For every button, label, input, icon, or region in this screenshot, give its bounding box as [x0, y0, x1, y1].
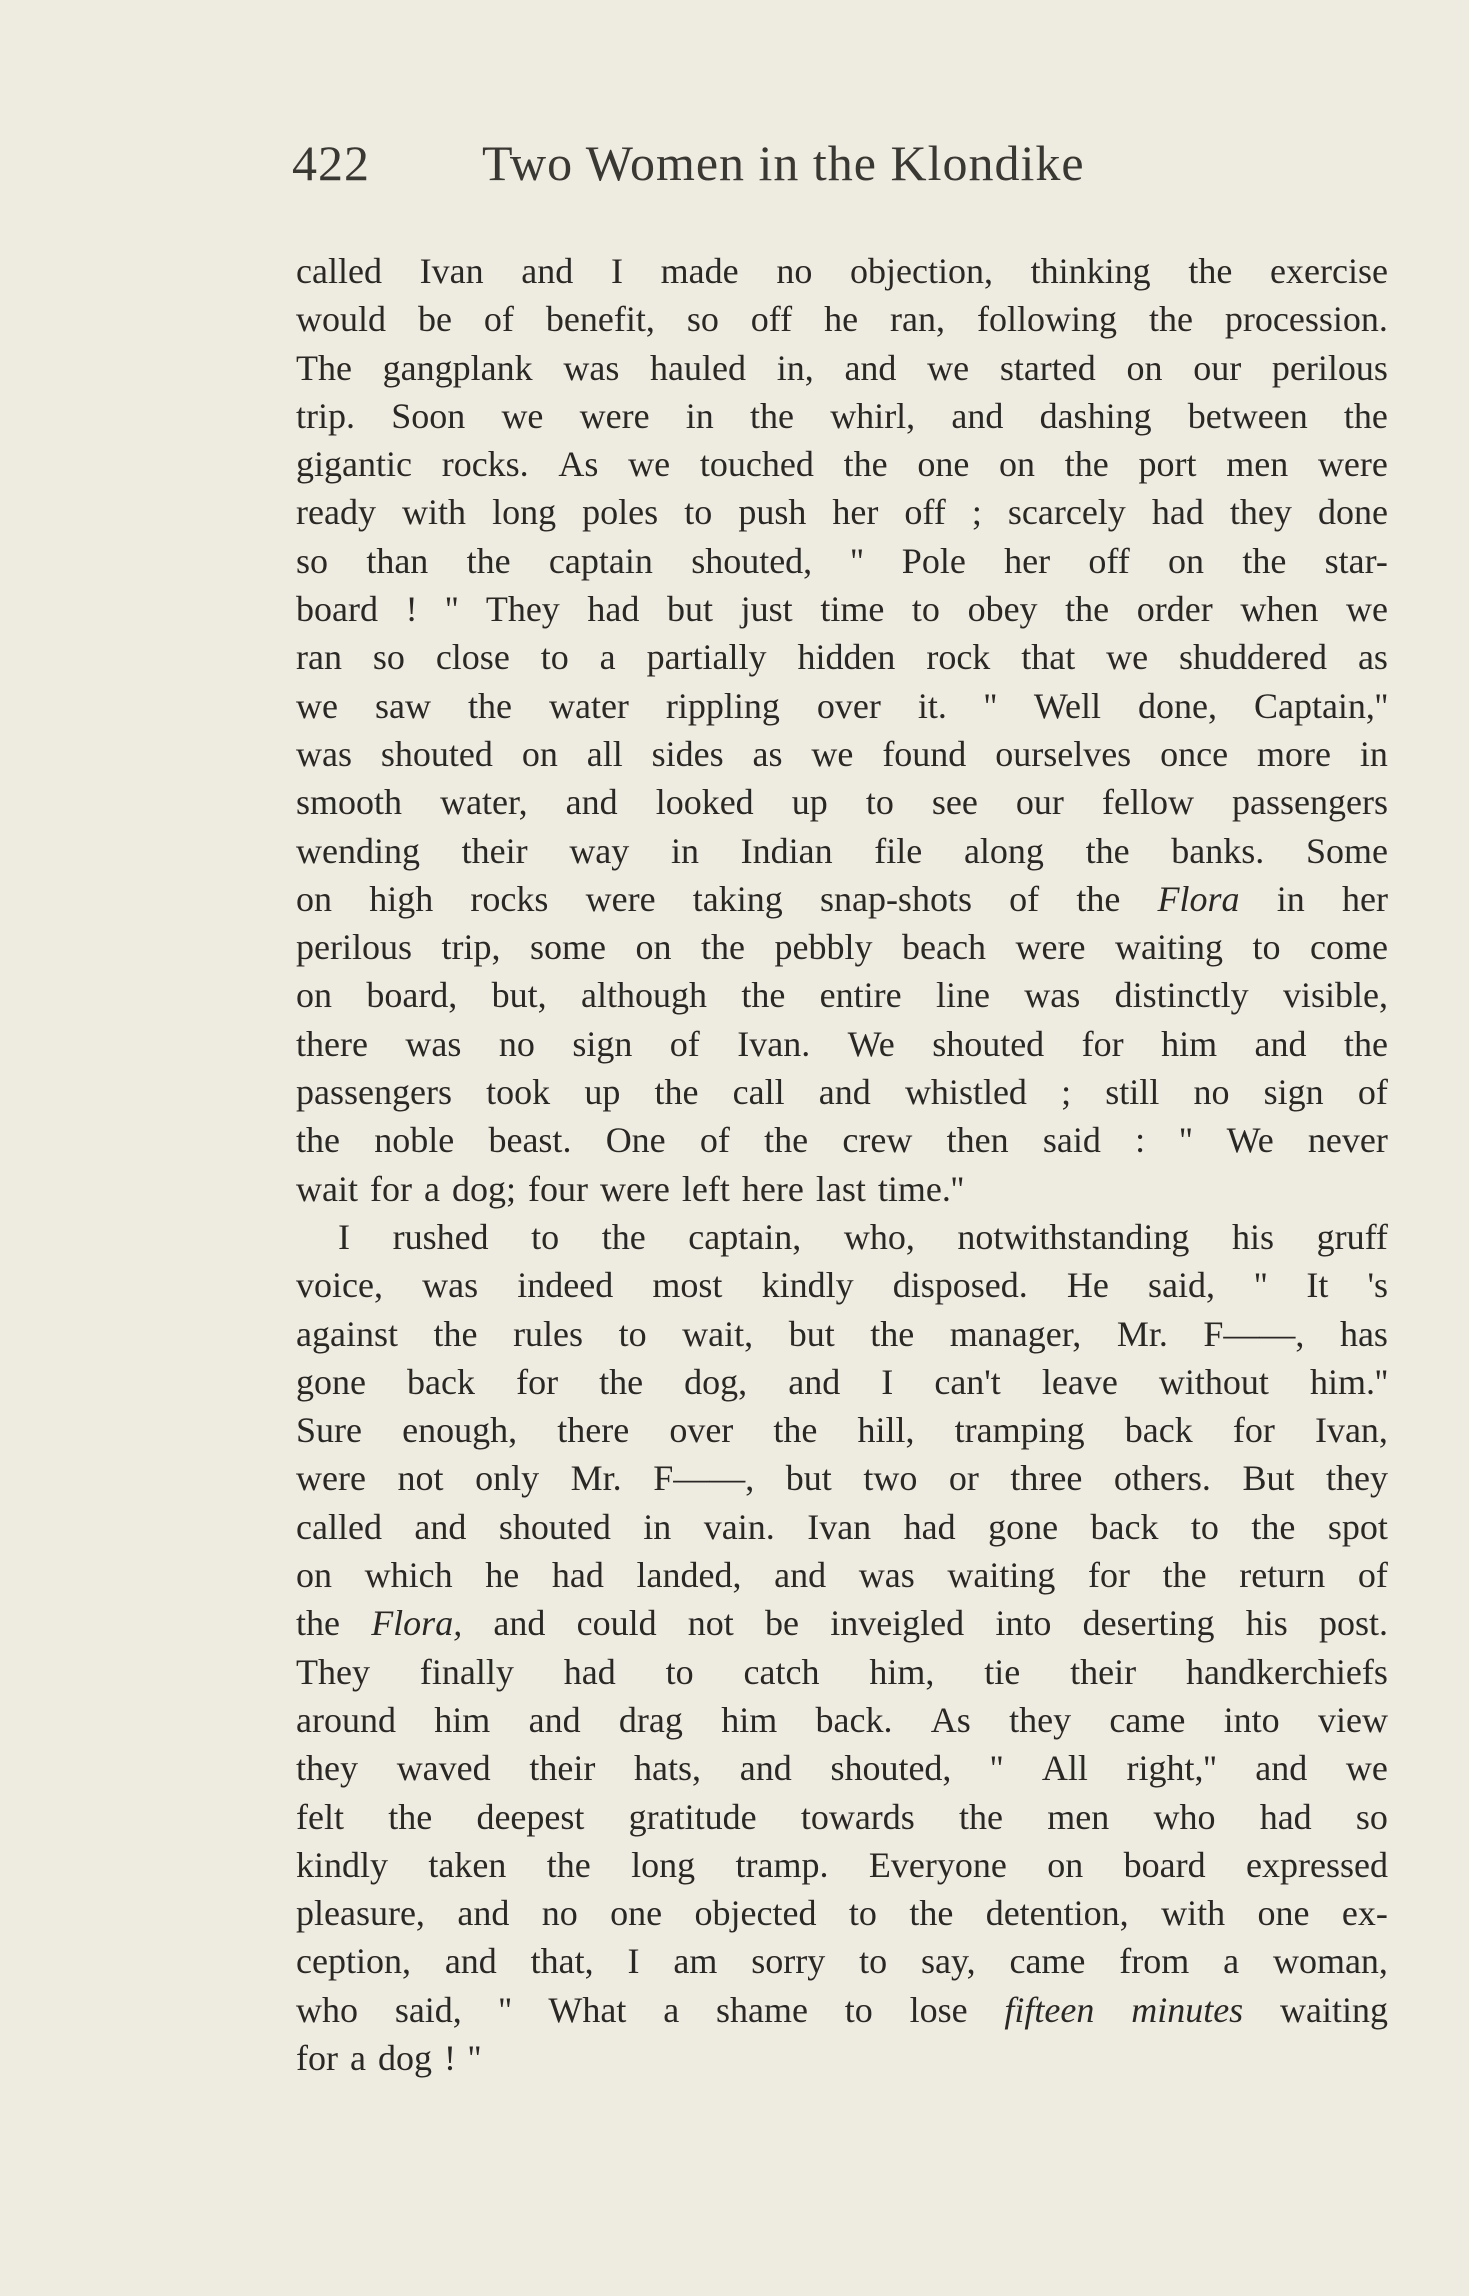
text-line: pleasure, and no one objected to the detention, with one ex-	[296, 1893, 1388, 1934]
text-line: there was no sign of Ivan. We shouted for him and the	[296, 1023, 1388, 1064]
text-line: they waved their hats, and shouted, '' All right,'' and we	[296, 1748, 1388, 1789]
text-line: The gangplank was hauled in, and we started on our perilous	[296, 347, 1388, 388]
text-line: called Ivan and I made no objection, thinking the exercise	[296, 251, 1388, 291]
text-line: perilous trip, some on the pebbly beach were waiting to come	[296, 927, 1388, 968]
text-line: was shouted on all sides as we found ourselves once more in	[296, 733, 1388, 774]
text-line: were not only Mr. F——, but two or three others. But they	[296, 1458, 1388, 1499]
text-line: I rushed to the captain, who, notwithstanding his gruff	[338, 1216, 1388, 1257]
body-text	[296, 247, 1388, 2082]
text-line: on which he had landed, and was waiting for the return of	[296, 1555, 1388, 1596]
text-line: we saw the water rippling over it. '' Well done, Captain,''	[296, 685, 1388, 726]
text-line: for a dog ! ''	[296, 2037, 481, 2078]
text-line: voice, was indeed most kindly disposed. He said, '' It 's	[296, 1265, 1388, 1306]
text-line: gone back for the dog, and I can't leave without him.''	[296, 1361, 1388, 1402]
text-line: ran so close to a partially hidden rock that we shuddered as	[296, 637, 1388, 678]
text-line: wait for a dog; four were left here last time.''	[296, 1168, 964, 1209]
text-line: They finally had to catch him, tie their handkerchiefs	[296, 1651, 1388, 1692]
text-line: ception, and that, I am sorry to say, came from a woman,	[296, 1941, 1388, 1982]
text-line: the Flora, and could not be inveigled into deserting his post.	[296, 1603, 1388, 1644]
text-line: board ! '' They had but just time to obey the order when we	[296, 589, 1388, 630]
text-line: ready with long poles to push her off ; scarcely had they done	[296, 492, 1388, 533]
text-line: wending their way in Indian file along the banks. Some	[296, 830, 1388, 871]
text-line: around him and drag him back. As they came into view	[296, 1699, 1388, 1740]
text-line: kindly taken the long tramp. Everyone on board expressed	[296, 1844, 1388, 1885]
text-line: on board, but, although the entire line was distinctly visible,	[296, 975, 1388, 1016]
text-line: passengers took up the call and whistled ; still no sign of	[296, 1072, 1388, 1113]
text-line: the noble beast. One of the crew then said : '' We never	[296, 1120, 1388, 1161]
text-line: called and shouted in vain. Ivan had gone back to the spot	[296, 1506, 1388, 1547]
text-line: gigantic rocks. As we touched the one on the port men were	[296, 444, 1388, 485]
text-line: Sure enough, there over the hill, tramping back for Ivan,	[296, 1410, 1388, 1451]
page-header	[292, 128, 1392, 198]
text-line: against the rules to wait, but the manager, Mr. F——, has	[296, 1313, 1388, 1354]
text-line: felt the deepest gratitude towards the men who had so	[296, 1796, 1388, 1837]
page-number: 422	[292, 135, 370, 191]
text-line: who said, '' What a shame to lose fifteen minutes waiting	[296, 1989, 1388, 2030]
text-line: smooth water, and looked up to see our fellow passengers	[296, 782, 1388, 823]
text-line: on high rocks were taking snap-shots of the Flora in her	[296, 878, 1388, 919]
running-title: Two Women in the Klondike	[482, 135, 1085, 191]
text-line: trip. Soon we were in the whirl, and dashing between the	[296, 395, 1388, 436]
text-line: so than the captain shouted, '' Pole her off on the star-	[296, 540, 1388, 581]
text-line: would be of benefit, so off he ran, following the procession.	[296, 299, 1388, 340]
